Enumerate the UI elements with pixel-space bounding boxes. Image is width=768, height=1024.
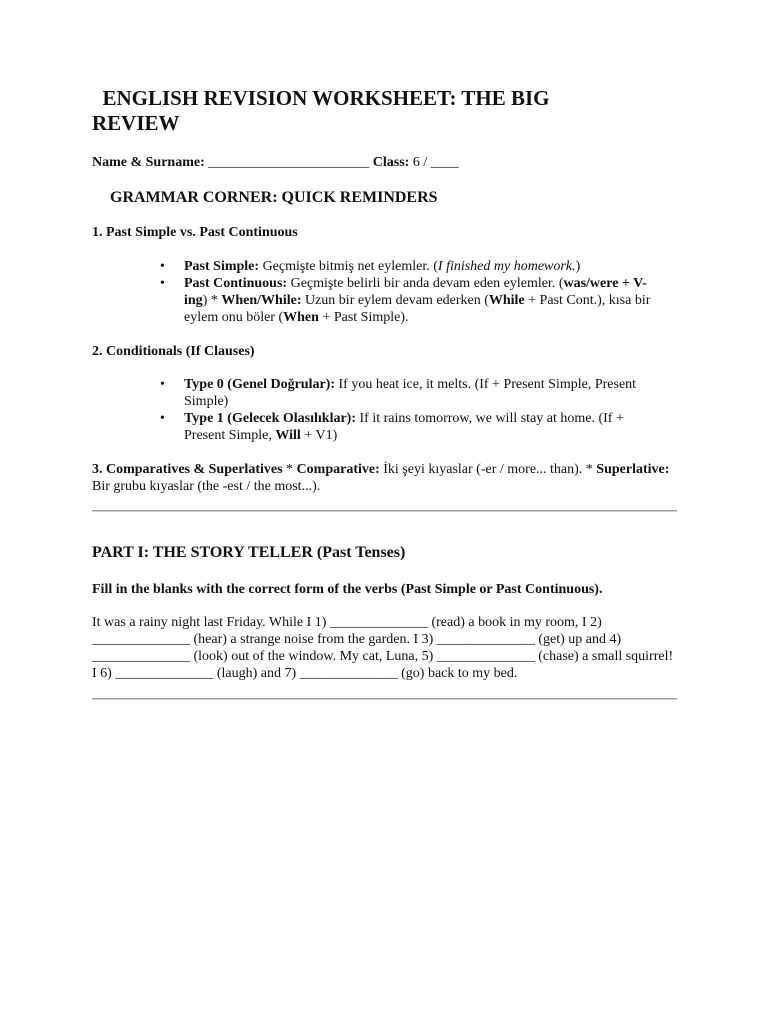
list-item: • Type 0 (Genel Doğrular): If you heat ice, it melts. (If + Present Simple, Present Simple) <box>160 377 637 409</box>
divider <box>92 510 677 512</box>
student-info-line <box>92 154 459 171</box>
section-2-list <box>160 376 660 444</box>
title-line-2: REVIEW <box>92 111 180 135</box>
name-label: Name & Surname: <box>92 155 205 170</box>
section-2-heading: 2. Conditionals (If Clauses) <box>92 344 255 359</box>
list-item: • Past Continuous: Geçmişte belirli bir anda devam eden eylemler. (was/were + V-ing) * When/While: Uzun bir eylem devam ederken (While + Past Cont.), kısa bir eylem onu böler (When + Past Simple). <box>160 276 651 325</box>
class-label: Class: <box>372 155 410 170</box>
divider <box>92 698 677 700</box>
section-1-heading: 1. Past Simple vs. Past Continuous <box>92 225 298 240</box>
list-item: • Past Simple: Geçmişte bitmiş net eylemler. (I finished my homework.) <box>160 259 581 274</box>
worksheet-title <box>92 86 678 136</box>
part-1-heading: PART I: THE STORY TELLER (Past Tenses) <box>92 544 406 561</box>
bullet-icon: • <box>160 377 165 392</box>
bullet-icon: • <box>160 411 165 426</box>
grammar-corner-heading: GRAMMAR CORNER: QUICK REMINDERS <box>110 189 438 206</box>
class-value[interactable]: 6 / ____ <box>412 155 459 170</box>
section-3-paragraph: 3. Comparatives & Superlatives * Comparative: İki şeyi kıyaslar (-er / more... than). * Superlative: Bir grubu kıyaslar (the -est / the most...). <box>92 462 670 494</box>
bullet-icon: • <box>160 259 165 274</box>
bullet-icon: • <box>160 276 165 291</box>
story-paragraph: It was a rainy night last Friday. While I 1) ______________ (read) a book in my room, I 2) ______________ (hear) a strange noise from the garden. I 3) ______________ (get) up and 4) ______________ (look) out of the window. My cat, Luna, 5) ______________ (chase) a small squirrel! I 6) ______________ (laugh) and 7) ______________ (go) back to my bed. <box>92 615 674 681</box>
list-item: • Type 1 (Gelecek Olasılıklar): If it rains tomorrow, we will stay at home. (If + Present Simple, Will + V1) <box>160 411 624 443</box>
part-1-instructions: Fill in the blanks with the correct form of the verbs (Past Simple or Past Continuous). <box>92 582 603 597</box>
title-line-1: ENGLISH REVISION WORKSHEET: THE BIG <box>102 86 550 110</box>
section-1-list <box>160 258 660 326</box>
name-blank[interactable]: _______________________ <box>208 155 370 170</box>
